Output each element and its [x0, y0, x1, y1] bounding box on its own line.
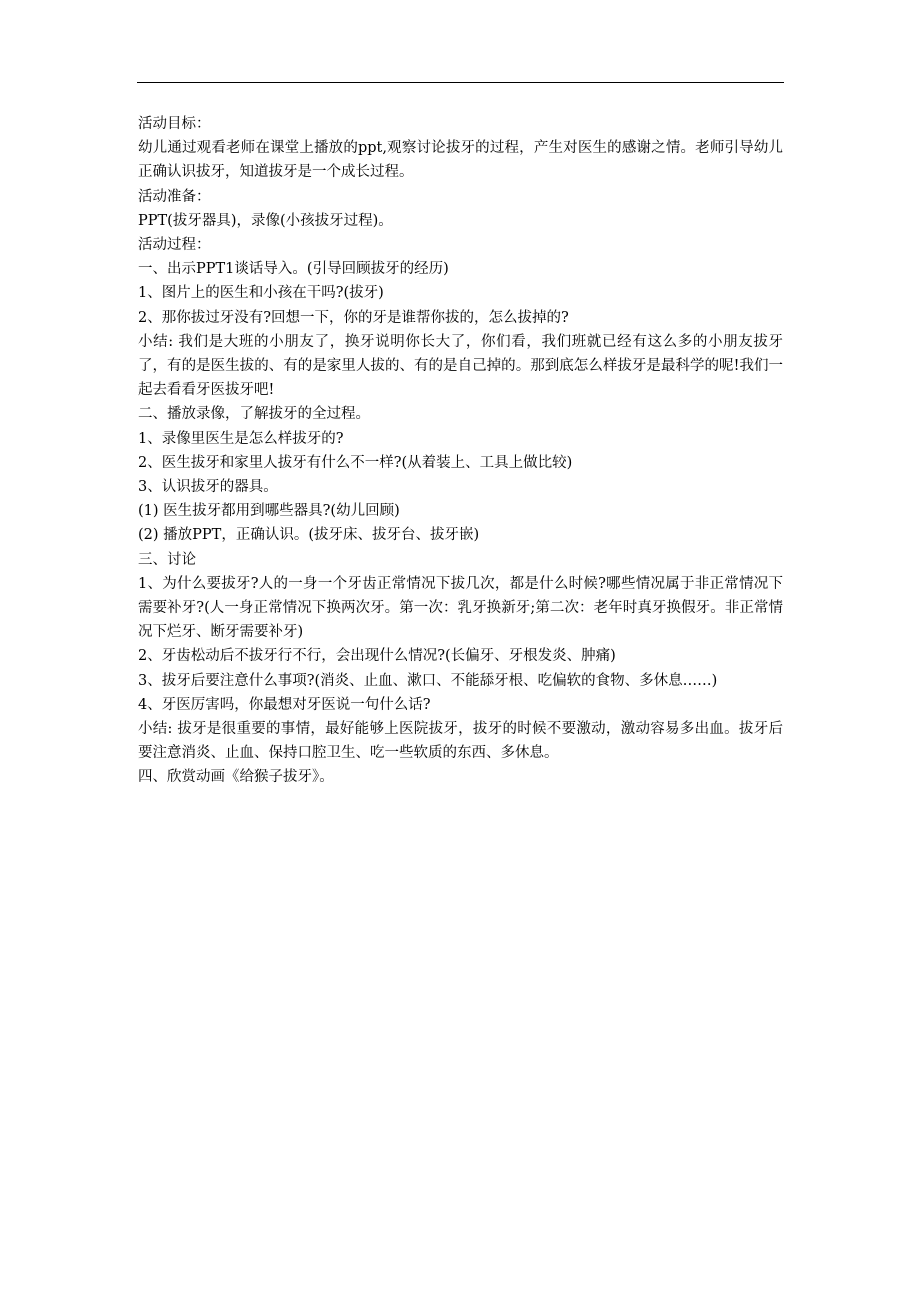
- section-heading-preparation: 活动准备：: [138, 188, 211, 205]
- document-body: [138, 112, 783, 790]
- step-three-summary: 小结: 拔牙是很重要的事情，最好能够上医院拔牙，拔牙的时候不要激动，激动容易多出血。拔牙后要注意消炎、止血、保持口腔卫生、吃一些软质的东西、多休息。: [138, 721, 783, 762]
- step-three-item-2: 2、牙齿松动后不拔牙行不行，会出现什么情况?(长偏牙、牙根发炎、肿痛): [138, 648, 616, 665]
- header-rule: [137, 82, 784, 83]
- goals-paragraph: 幼儿通过观看老师在课堂上播放的ppt,观察讨论拔牙的过程，产生对医生的感谢之情。老师引导幼儿正确认识拔牙，知道拔牙是一个成长过程。: [138, 140, 783, 181]
- step-two-item-1: 1、录像里医生是怎么样拔牙的?: [138, 430, 344, 447]
- section-heading-goals: 活动目标：: [138, 116, 211, 132]
- preparation-text: PPT(拔牙器具)，录像(小孩拔牙过程)。: [138, 212, 393, 229]
- step-one-item-2: 2、那你拔过牙没有?回想一下，你的牙是谁帮你拔的，怎么拔掉的?: [138, 309, 569, 326]
- step-one-item-1: 1、图片上的医生和小孩在干吗?(拔牙): [138, 285, 384, 302]
- step-three-item-1: 1、为什么要拔牙?人的一身一个牙齿正常情况下拔几次，都是什么时候?哪些情况属于非正常情况下需要补牙?(人一身正常情况下换两次牙。第一次：乳牙换新牙;第二次：老年时真牙换假牙。非正常情况下烂牙、断牙需要补牙): [138, 575, 783, 641]
- section-heading-process: 活动过程：: [138, 237, 211, 254]
- step-three-item-3: 3、拔牙后要注意什么事项?(消炎、止血、漱口、不能舔牙根、吃偏软的食物、多休息……): [138, 672, 718, 689]
- step-one-summary: 小结: 我们是大班的小朋友了，换牙说明你长大了，你们看，我们班就已经有这么多的小朋友拔牙了，有的是医生拔的、有的是家里人拔的、有的是自己掉的。那到底怎么样拔牙是最科学的呢!我们一起去看看牙医拔牙吧!: [138, 333, 783, 399]
- step-two-subitem-2: (2) 播放PPT，正确认识。(拔牙床、拔牙台、拔牙嵌): [138, 527, 480, 544]
- step-four-heading: 四、欣赏动画《给猴子拔牙》。: [138, 769, 334, 786]
- step-two-item-2: 2、医生拔牙和家里人拔牙有什么不一样?(从着装上、工具上做比较): [138, 454, 573, 471]
- step-one-heading: 一、出示PPT1谈话导入。(引导回顾拔牙的经历): [138, 261, 449, 278]
- step-three-item-4: 4、牙医厉害吗，你最想对牙医说一句什么话?: [138, 696, 431, 713]
- step-two-item-3: 3、认识拔牙的器具。: [138, 479, 278, 496]
- step-two-subitem-1: (1) 医生拔牙都用到哪些器具?(幼儿回顾): [138, 503, 400, 520]
- step-three-heading: 三、讨论: [138, 551, 196, 568]
- step-two-heading: 二、播放录像，了解拔牙的全过程。: [138, 406, 370, 423]
